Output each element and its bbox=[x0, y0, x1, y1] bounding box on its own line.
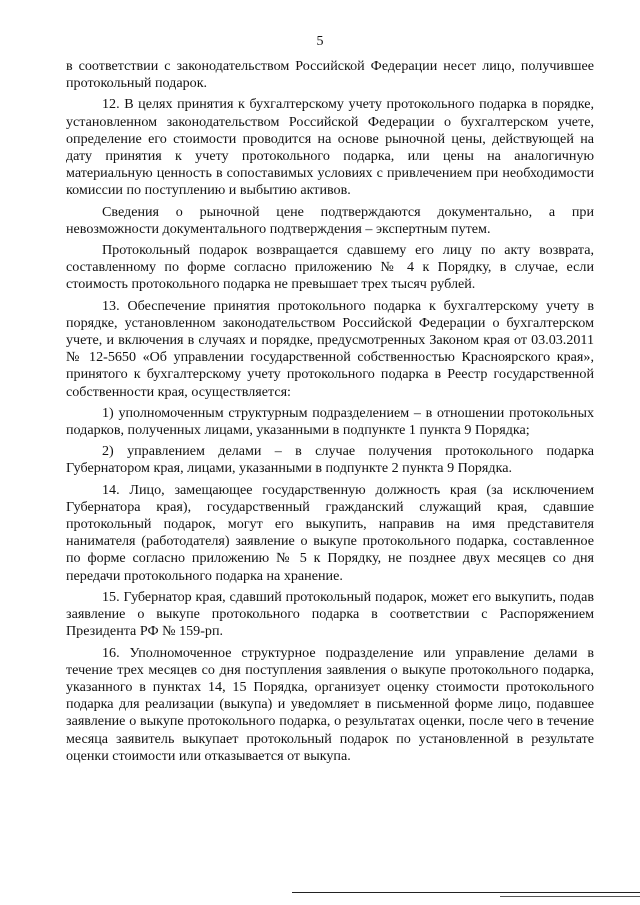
paragraph-16: 16. Уполномоченное структурное подразделение или управление делами в течение трех месяцев со дня поступления заявления о выкупе протокольного подарка, указанного в пунктах 14, 15 Порядка, организует оценку стоимости протокольного подарка для реализации (выкупа) и уведомляет в письменной форме лицо, подавшее заявление о выкупе протокольного подарка, о результатах оценки, после чего в течение месяца заявитель выкупает протокольный подарок по установленной в результате оценки стоимости или отказывается от выкупа. bbox=[66, 644, 594, 764]
document-body bbox=[66, 58, 594, 769]
paragraph-continuation: в соответствии с законодательством Российской Федерации несет лицо, получившее протокольный подарок. bbox=[66, 58, 594, 92]
paragraph-12: 12. В целях принятия к бухгалтерскому учету протокольного подарка в порядке, установленном законодательством Российской Федерации о бухгалтерском учете, определение его стоимости проводится на основе рыночной цены, действующей на дату принятия к учету протокольного подарка, или цены на аналогичную материальную ценность в сопоставимых условиях с привлечением при необходимости комиссии по поступлению и выбытию активов. bbox=[66, 96, 594, 199]
footer-divider bbox=[292, 892, 640, 893]
paragraph-13: 13. Обеспечение принятия протокольного подарка к бухгалтерскому учету в порядке, установленном законодательством Российской Федерации о бухгалтерском учете, и включения в случаях и порядке, предусмотренных Законом края от 03.03.2011 № 12-5650 «Об управлении государственной собственностью Красноярского края», принятого к бухгалтерскому учету протокольного подарка в Реестр государственной собственности края, осуществляется: bbox=[66, 297, 594, 400]
page-number: 5 bbox=[316, 34, 324, 49]
footer-divider-secondary bbox=[500, 896, 640, 897]
paragraph-14: 14. Лицо, замещающее государственную должность края (за исключением Губернатора края), государственный гражданский служащий края, сдавшие протокольный подарок, могут его выкупить, направив на имя представителя нанимателя (работодателя) заявление о выкупе протокольного подарка, составленное по форме согласно приложению № 5 к Порядку, не позднее двух месяцев со дня передачи протокольного подарка на хранение. bbox=[66, 481, 594, 584]
paragraph-15: 15. Губернатор края, сдавший протокольный подарок, может его выкупить, подав заявление о выкупе протокольного подарка в соответствии с Распоряжением Президента РФ № 159-рп. bbox=[66, 588, 594, 640]
paragraph-13-subitem-1: 1) уполномоченным структурным подразделением – в отношении протокольных подарков, полученных лицами, указанными в подпункте 1 пункта 9 Порядка; bbox=[66, 404, 594, 439]
paragraph-13-subitem-2: 2) управлением делами – в случае получения протокольного подарка Губернатором края, лицами, указанными в подпункте 2 пункта 9 Порядка. bbox=[66, 443, 594, 477]
paragraph-market-price: Сведения о рыночной цене подтверждаются документально, а при невозможности документального подтверждения – экспертным путем. bbox=[66, 203, 594, 237]
paragraph-return: Протокольный подарок возвращается сдавшему его лицу по акту возврата, составленному по форме согласно приложению № 4 к Порядку, в случае, если стоимость протокольного подарка не превышает трех тысяч рублей. bbox=[66, 242, 594, 293]
